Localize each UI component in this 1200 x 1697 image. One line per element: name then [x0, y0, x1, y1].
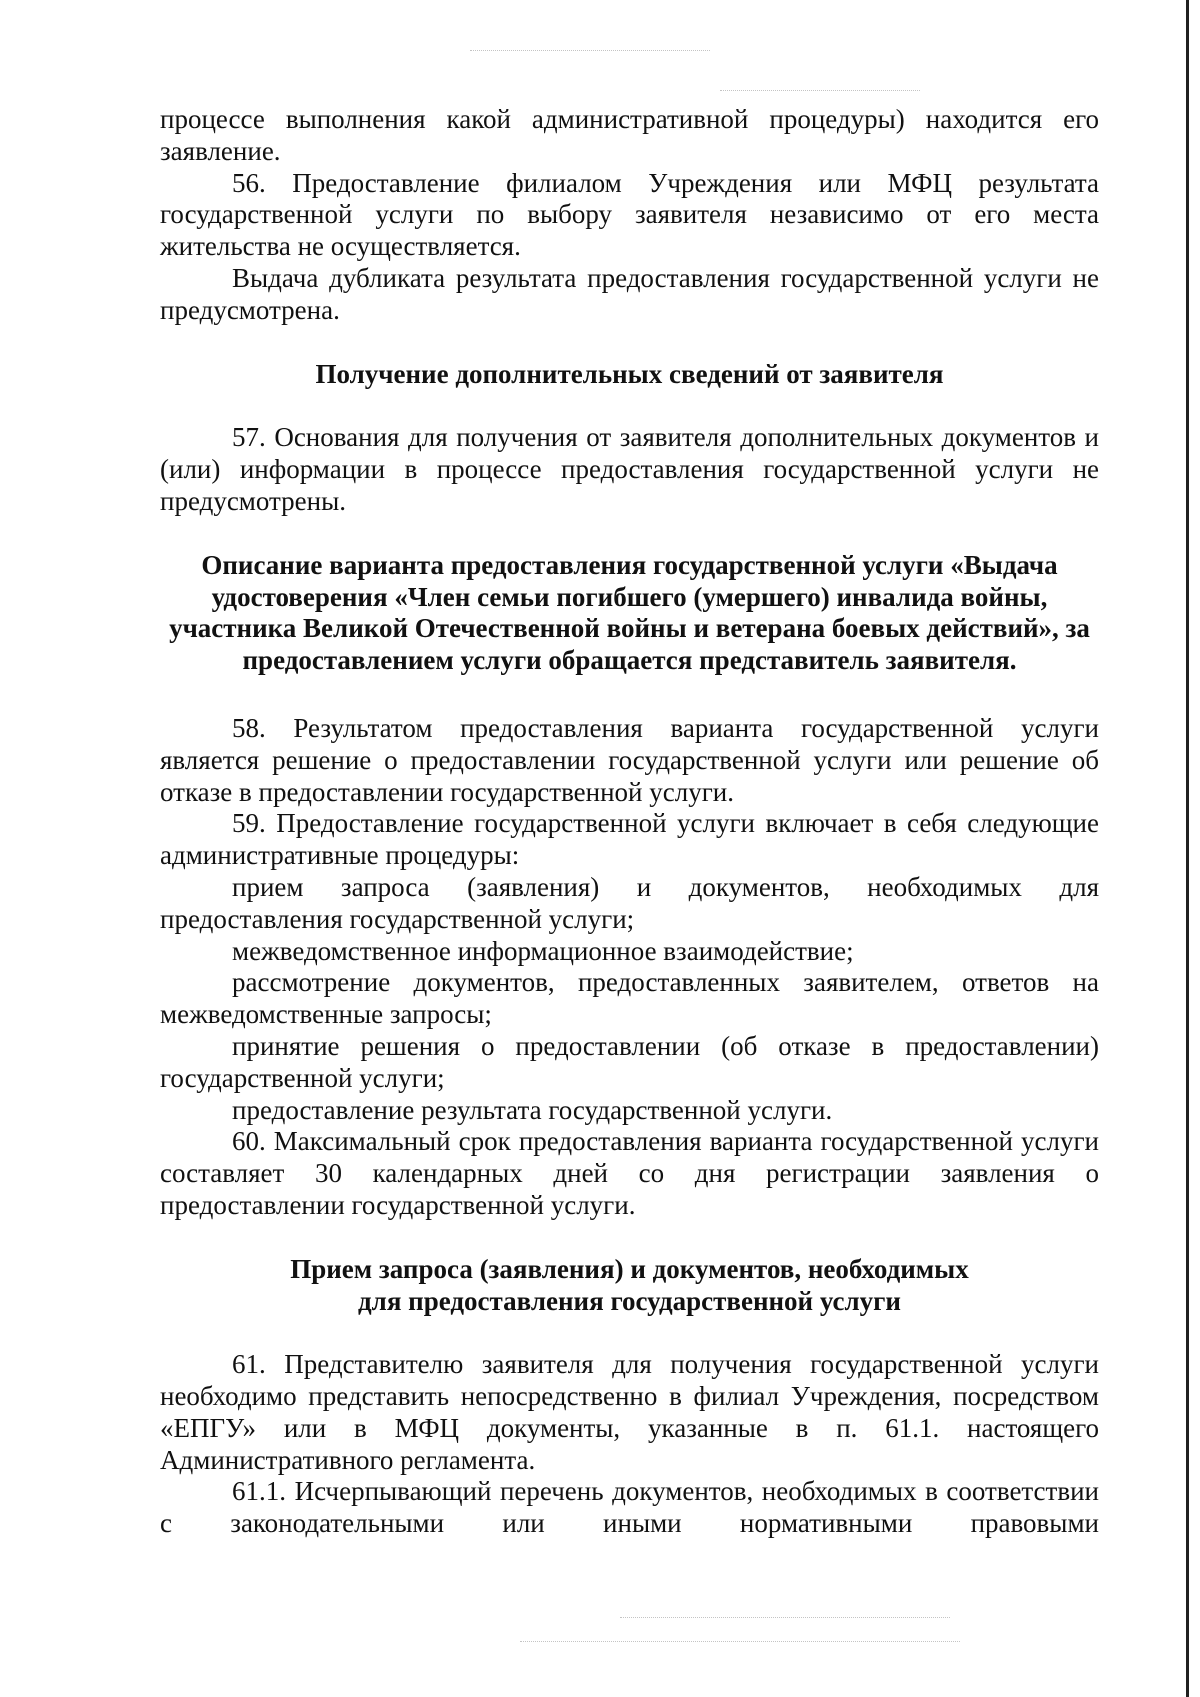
paragraph-continuation: процессе выполнения какой административной процедуры) находится его заявление. — [160, 104, 1099, 166]
scan-noise — [620, 1617, 950, 1619]
scan-edge-line — [1186, 0, 1189, 1697]
section-heading-variant-description: Описание варианта предоставления государственной услуги «Выдача удостоверения «Член семьи погибшего (умершего) инвалида войны, участника Великой Отечественной войны и ветерана боевых действий», за предоставлением услуги обращается представитель заявителя. — [169, 549, 1090, 676]
list-item-reception: прием запроса (заявления) и документов, необходимых для предоставления государственной услуги; — [160, 871, 1099, 934]
scan-noise — [720, 90, 920, 92]
list-item-decision: принятие решения о предоставлении (об отказе в предоставлении) государственной услуги; — [160, 1030, 1099, 1093]
spacer — [160, 1222, 1099, 1254]
paragraph-58: 58. Результатом предоставления варианта государственной услуги является решение о предоставлении государственной услуги или решение об отказе в предоставлении государственной услуги. — [160, 712, 1099, 807]
paragraph-61-1: 61.1. Исчерпывающий перечень документов, необходимых в соответствии с законодательными или иными нормативными правовыми — [160, 1476, 1099, 1539]
scan-noise — [520, 1641, 960, 1643]
section-heading-additional-info: Получение дополнительных сведений от заявителя — [315, 358, 944, 389]
spacer — [160, 1317, 1099, 1349]
spacer — [160, 518, 1099, 550]
paragraph-60: 60. Максимальный срок предоставления варианта государственной услуги составляет 30 календарных дней со дня регистрации заявления о предоставлении государственной услуги. — [160, 1126, 1099, 1220]
spacer — [160, 390, 1099, 422]
spacer — [160, 327, 1099, 359]
paragraph-duplicate: Выдача дубликата результата предоставления государственной услуги не предусмотрена. — [160, 262, 1099, 325]
list-item-interagency: межведомственное информационное взаимодействие; — [232, 935, 854, 966]
section-heading-request-reception: Прием запроса (заявления) и документов, необходимых для предоставления государственной услуги — [290, 1253, 969, 1316]
paragraph-56: 56. Предоставление филиалом Учреждения или МФЦ результата государственной услуги по выбору заявителя независимо от его места жительства не осуществляется. — [160, 167, 1099, 262]
paragraph-59: 59. Предоставление государственной услуги включает в себя следующие административные процедуры: — [160, 808, 1099, 871]
list-item-review: рассмотрение документов, предоставленных заявителем, ответов на межведомственные запросы; — [160, 967, 1099, 1030]
scan-noise — [470, 50, 710, 52]
paragraph-57: 57. Основания для получения от заявителя дополнительных документов и (или) информации в процессе предоставления государственной услуги не предусмотрены. — [160, 422, 1099, 516]
list-item-result: предоставление результата государственной услуги. — [232, 1094, 833, 1125]
spacer — [160, 677, 1099, 713]
document-body — [160, 104, 1099, 1540]
paragraph-61: 61. Представителю заявителя для получения государственной услуги необходимо представить непосредственно в филиал Учреждения, посредством «ЕПГУ» или в МФЦ документы, указанные в п. 61.1. настоящего Административного регламента. — [160, 1349, 1099, 1475]
